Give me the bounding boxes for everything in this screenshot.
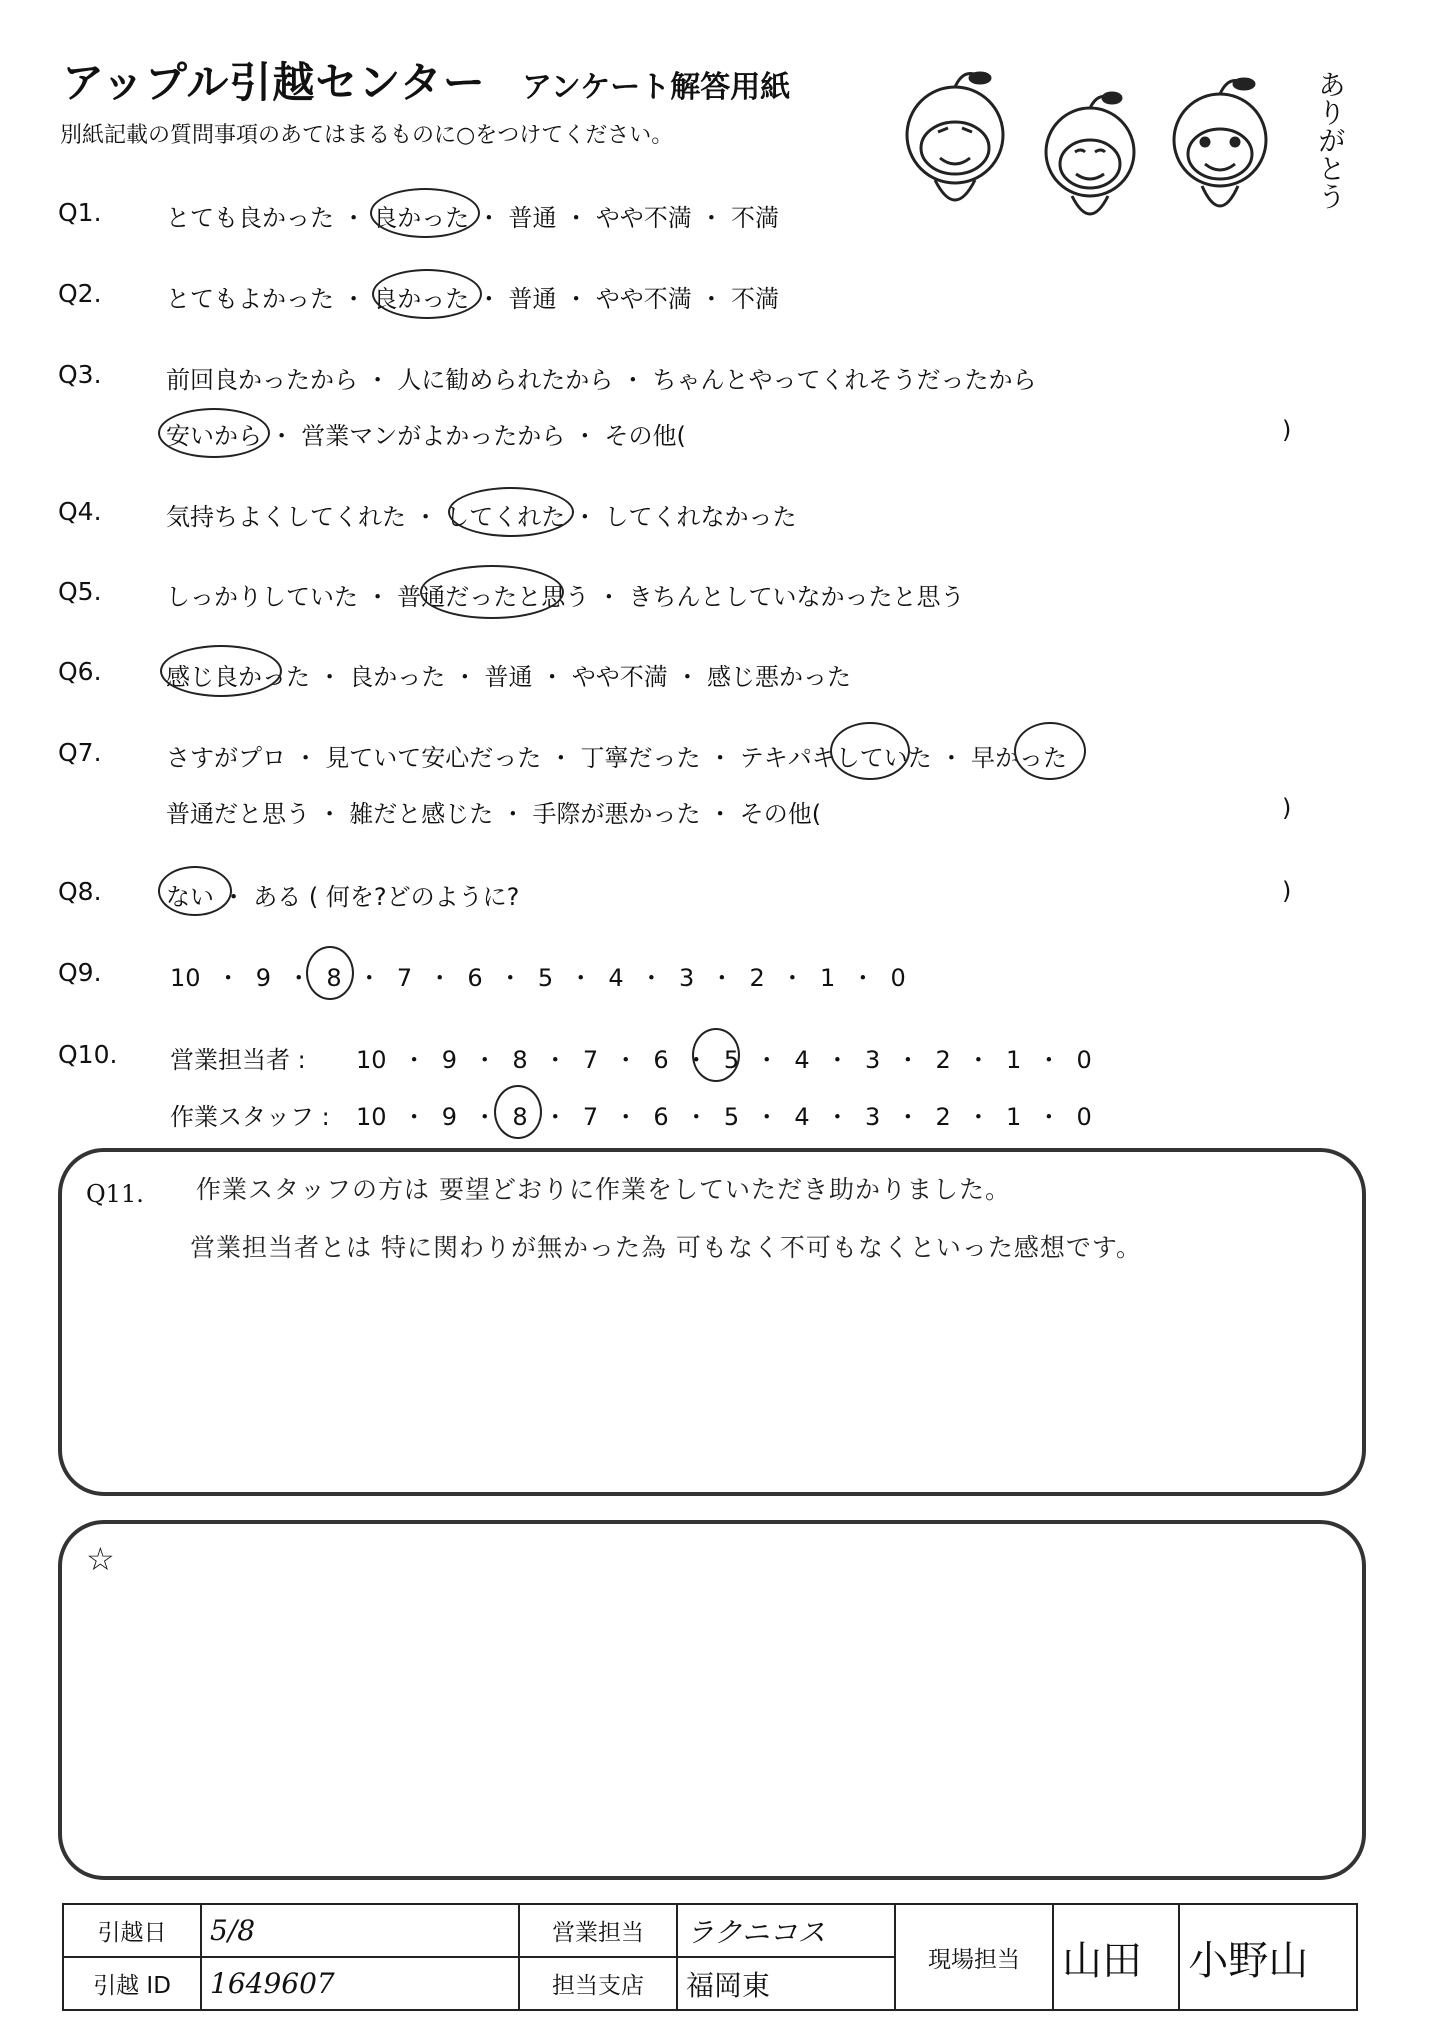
star-icon: ☆ (86, 1540, 115, 1578)
move-date-label: 引越日 (63, 1904, 201, 1957)
site-staff-label: 現場担当 (895, 1904, 1053, 2010)
q9-label: Q9. (58, 958, 102, 987)
q2-label: Q2. (58, 279, 102, 308)
answer-circle-mark (692, 1028, 740, 1082)
q3-close-paren: ) (1282, 416, 1292, 444)
q7-options-line2: 普通だと思う ・ 雑だと感じた ・ 手際が悪かった ・ その他( (166, 800, 822, 828)
site-staff-1: 山田 (1053, 1904, 1179, 2010)
answer-circle-mark (158, 866, 232, 916)
answer-circle-mark (830, 722, 910, 780)
instruction-text: 別紙記載の質問事項のあてはまるものに○をつけてください。 (60, 123, 674, 148)
q6-label: Q6. (58, 657, 102, 686)
q3-options-line1: 前回良かったから ・ 人に勧められたから ・ ちゃんとやってくれそうだったから (166, 366, 1037, 394)
q5-label: Q5. (58, 577, 102, 606)
answer-circle-mark (448, 487, 574, 537)
q7-label: Q7. (58, 738, 102, 767)
answer-circle-mark (1014, 722, 1086, 780)
company-name: アップル引越センター (62, 58, 486, 107)
document-title: アンケート解答用紙 (522, 70, 791, 105)
q4-label: Q4. (58, 497, 102, 526)
q3-label: Q3. (58, 360, 102, 389)
q9-scale: 10 ・ 9 ・ 8 ・ 7 ・ 6 ・ 5 ・ 4 ・ 3 ・ 2 ・ 1 ・ 0 (170, 964, 906, 992)
move-info-table (62, 1903, 1358, 2011)
answer-circle-mark (372, 269, 482, 319)
q10-staff-label: 作業スタッフ : (170, 1103, 330, 1131)
free-comment-box (58, 1520, 1366, 1880)
sales-rep-label: 営業担当 (519, 1904, 677, 1957)
q7-close-paren: ) (1282, 794, 1292, 822)
move-id-label: 引越 ID (63, 1957, 201, 2010)
thanks-text: ありがとう (1314, 70, 1347, 210)
branch-value: 福岡東 (677, 1957, 895, 2010)
q10-label: Q10. (58, 1040, 118, 1069)
site-staff-2: 小野山 (1179, 1904, 1357, 2010)
answer-circle-mark (420, 565, 564, 619)
q8-label: Q8. (58, 877, 102, 906)
q11-label: Q11. (86, 1180, 144, 1208)
q10-sales-scale: 10 ・ 9 ・ 8 ・ 7 ・ 6 ・ 5 ・ 4 ・ 3 ・ 2 ・ 1 ・ 0 (356, 1046, 1092, 1074)
q4-options: 気持ちよくしてくれた ・ してくれた ・ してくれなかった (166, 503, 797, 531)
q5-options: しっかりしていた ・ 普通だったと思う ・ きちんとしていなかったと思う (166, 583, 965, 611)
move-date-value: 5/8 (201, 1904, 519, 1957)
answer-circle-mark (306, 946, 354, 1000)
q1-label: Q1. (58, 198, 102, 227)
branch-label: 担当支店 (519, 1957, 677, 2010)
q8-options: ない ・ ある ( 何を?どのように? (166, 883, 520, 911)
answer-circle-mark (370, 188, 480, 238)
q11-comment-line2: 営業担当者とは 特に関わりが無かった為 可もなく不可もなくといった感想です。 (190, 1233, 1142, 1262)
answer-circle-mark (160, 645, 282, 697)
answer-circle-mark (158, 408, 270, 458)
q7-options-line1: さすがプロ ・ 見ていて安心だった ・ 丁寧だった ・ テキパキしていた ・ 早かった (166, 744, 1068, 772)
sales-rep-value: ラクニコス (677, 1904, 895, 1957)
answer-circle-mark (494, 1085, 542, 1139)
q6-options: 感じ良かった ・ 良かった ・ 普通 ・ やや不満 ・ 感じ悪かった (166, 663, 852, 691)
q10-sales-label: 営業担当者 : (170, 1046, 306, 1074)
q11-comment-line1: 作業スタッフの方は 要望どおりに作業をしていただき助かりました。 (196, 1175, 1011, 1204)
q1-options: とても良かった ・ 良かった ・ 普通 ・ やや不満 ・ 不満 (166, 204, 780, 232)
q10-staff-scale: 10 ・ 9 ・ 8 ・ 7 ・ 6 ・ 5 ・ 4 ・ 3 ・ 2 ・ 1 ・ 0 (356, 1103, 1092, 1131)
monkey-mascot-illustration (880, 60, 1300, 240)
move-id-value: 1649607 (201, 1957, 519, 2010)
q3-options-line2: 安いから ・ 営業マンがよかったから ・ その他( (166, 422, 686, 450)
q2-options: とてもよかった ・ 良かった ・ 普通 ・ やや不満 ・ 不満 (166, 285, 780, 313)
q8-close-paren: ) (1282, 877, 1292, 905)
